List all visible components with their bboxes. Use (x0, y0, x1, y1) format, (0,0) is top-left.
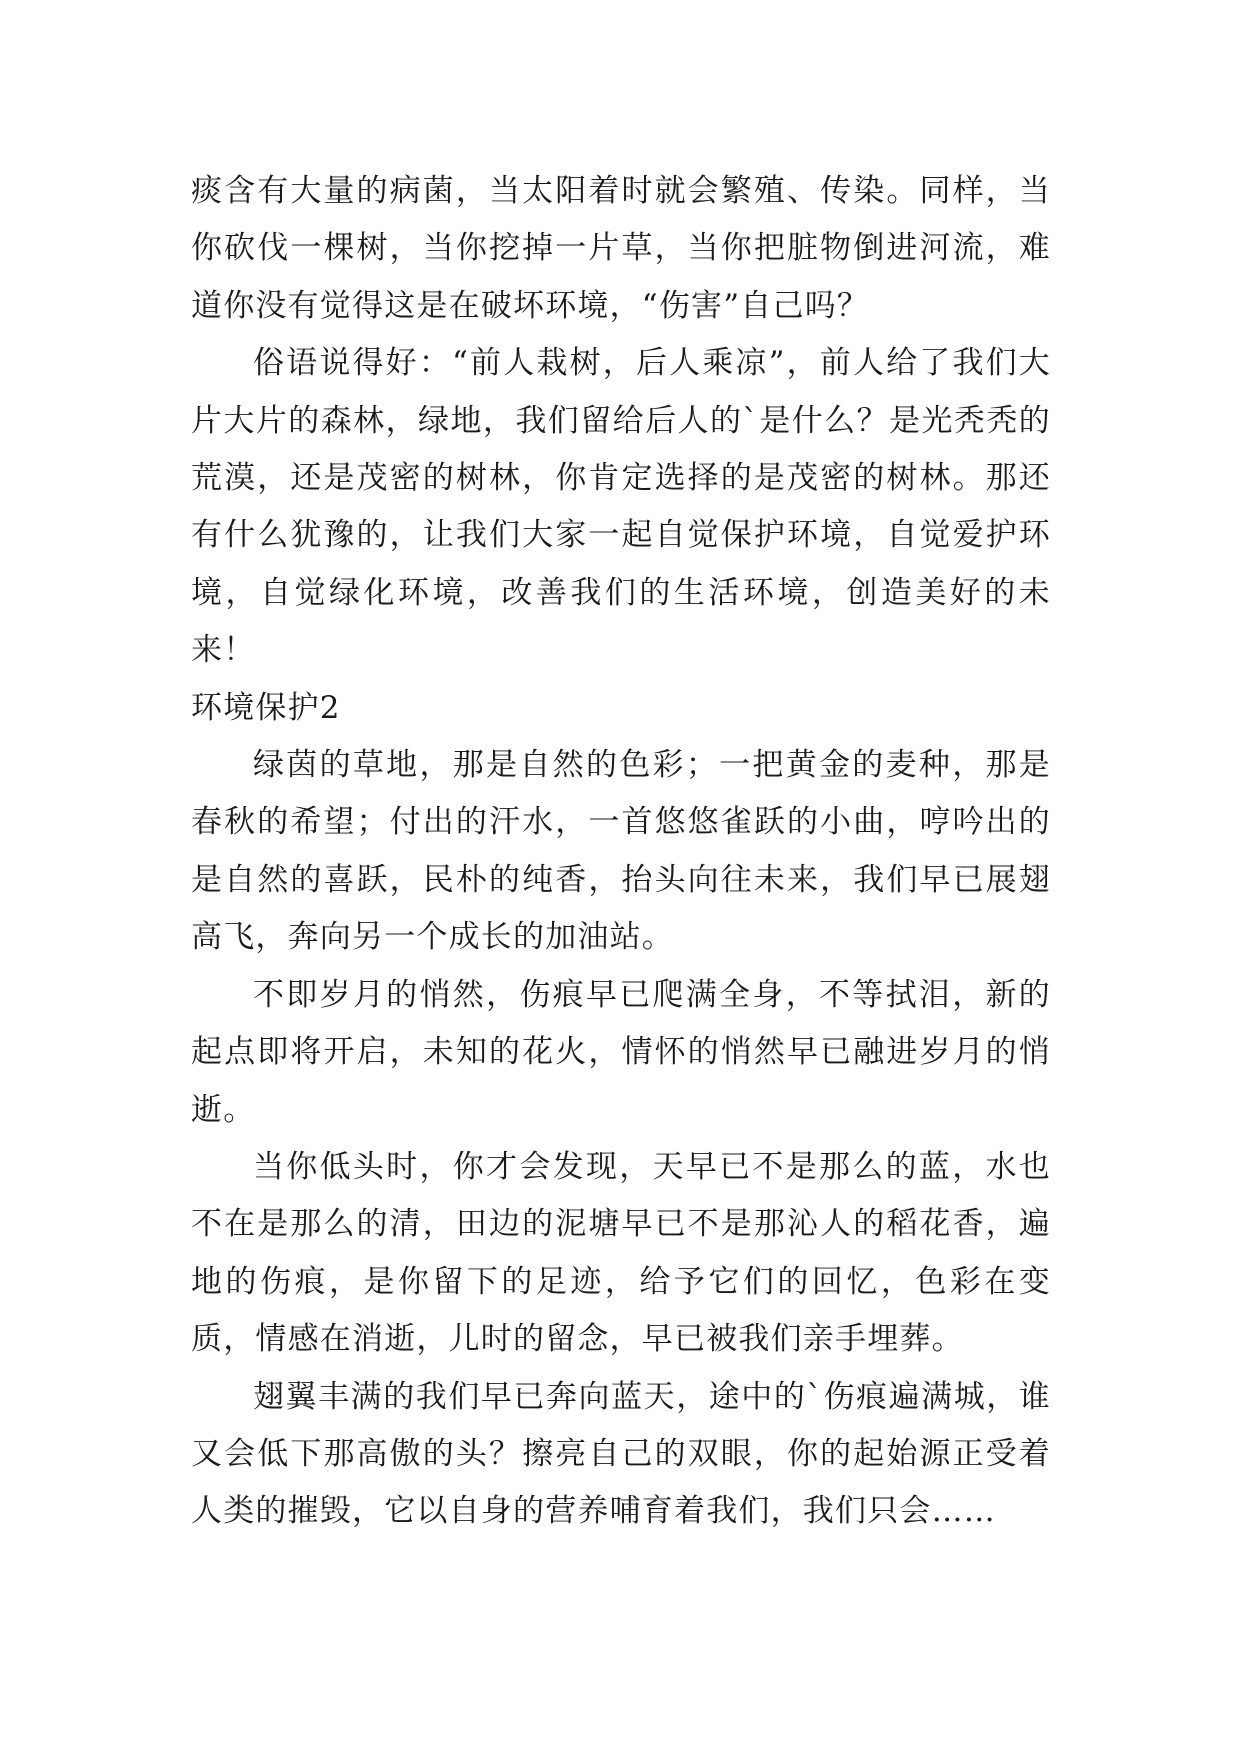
section-title: 环境保护2 (191, 689, 341, 726)
section-paragraph: 当你低头时，你才会发现，天早已不是那么的蓝，水也不在是那么的清，田边的泥塘早已不是那沁人的稻花香，遍地的伤痕，是你留下的足迹，给予它们的回忆，色彩在变质，情感在消逝，儿时的留念，早已被我们亲手埋葬。 (191, 1148, 1051, 1358)
section-paragraph: 翅翼丰满的我们早已奔向蓝天，途中的`伤痕遍满城，谁又会低下那高傲的头？擦亮自己的双眼，你的起始源正受着人类的摧毁，它以自身的营养哺育着我们，我们只会…… (191, 1378, 1051, 1530)
section-paragraph: 不即岁月的悄然，伤痕早已爬满全身，不等拭泪，新的起点即将开启，未知的花火，情怀的悄然早已融进岁月的悄逝。 (191, 976, 1051, 1128)
document-page (191, 163, 1051, 1541)
section-paragraph: 绿茵的草地，那是自然的色彩；一把黄金的麦种，那是春秋的希望；付出的汗水，一首悠悠雀跃的小曲，哼吟出的是自然的喜跃，民朴的纯香，抬头向往未来，我们早已展翅高飞，奔向另一个成长的加油站。 (191, 747, 1051, 956)
paragraph-proverb: 俗语说得好：“前人栽树，后人乘凉”，前人给了我们大片大片的森林，绿地，我们留给后人的`是什么？是光秃秃的荒漠，还是茂密的树林，你肯定选择的是茂密的树林。那还有什么犹豫的，让我们大家一起自觉保护环境，自觉爱护环境，自觉绿化环境，改善我们的生活环境，创造美好的未来！ (191, 345, 1051, 669)
paragraph-continuation: 痰含有大量的病菌，当太阳着时就会繁殖、传染。同样，当你砍伐一棵树，当你挖掉一片草，当你把脏物倒进河流，难道你没有觉得这是在破坏环境，“伤害”自己吗？ (191, 173, 1051, 324)
